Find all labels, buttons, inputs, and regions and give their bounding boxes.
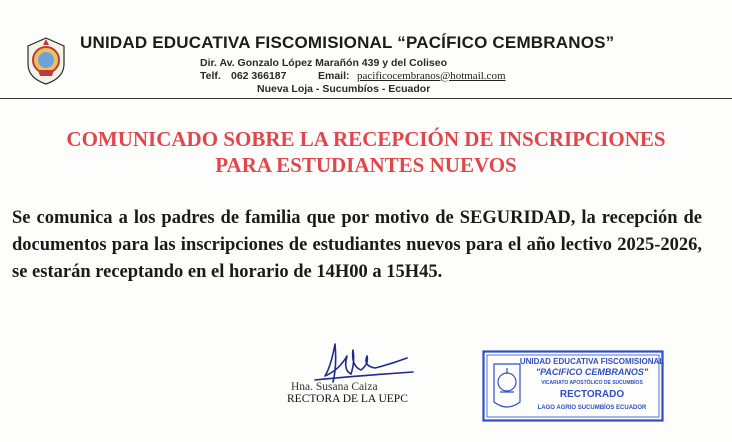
phone-number: 062 366187	[231, 70, 287, 82]
notice-title-line1: COMUNICADO SOBRE LA RECEPCIÓN DE INSCRIPCIONES	[66, 127, 666, 151]
stamp-line2: "PACIFICO CEMBRANOS"	[535, 367, 649, 377]
stamp-line5: LAGO AGRIO SUCUMBÍOS ECUADOR	[537, 405, 647, 411]
school-address: Dir. Av. Gonzalo López Marañón 439 y del Coliseo	[200, 57, 447, 69]
stamp-line3: VICARIATO APOSTÓLICO DE SUCUMBÍOS	[541, 380, 643, 386]
school-city: Nueva Loja - Sucumbíos - Ecuador	[257, 83, 431, 95]
header-divider	[0, 98, 732, 99]
school-name: UNIDAD EDUCATIVA FISCOMISIONAL “PACÍFICO CEMBRANOS”	[80, 33, 615, 52]
notice-body: Se comunica a los padres de familia que por motivo de SEGURIDAD, la recepción de documentos para las inscripciones de estudiantes nuevos para el año lectivo 2025-2026, se estarán receptando en el horario de 14H00 a 15H45.	[12, 208, 702, 282]
signer-title: RECTORA DE LA UEPC	[287, 393, 408, 405]
email-link[interactable]: pacificocembranos@hotmail.com	[357, 69, 506, 82]
rectorate-stamp	[482, 350, 664, 422]
handwritten-signature	[295, 336, 425, 386]
notice-title-line2: PARA ESTUDIANTES NUEVOS	[215, 153, 517, 177]
stamp-line4: RECTORADO	[559, 389, 625, 400]
school-crest-icon	[24, 36, 68, 86]
signer-name: Hna. Susana Caiza	[291, 381, 378, 393]
email-label: Email:	[318, 70, 350, 82]
phone-label: Telf.	[200, 70, 221, 82]
stamp-line1: UNIDAD EDUCATIVA FISCOMISIONAL	[519, 357, 664, 366]
